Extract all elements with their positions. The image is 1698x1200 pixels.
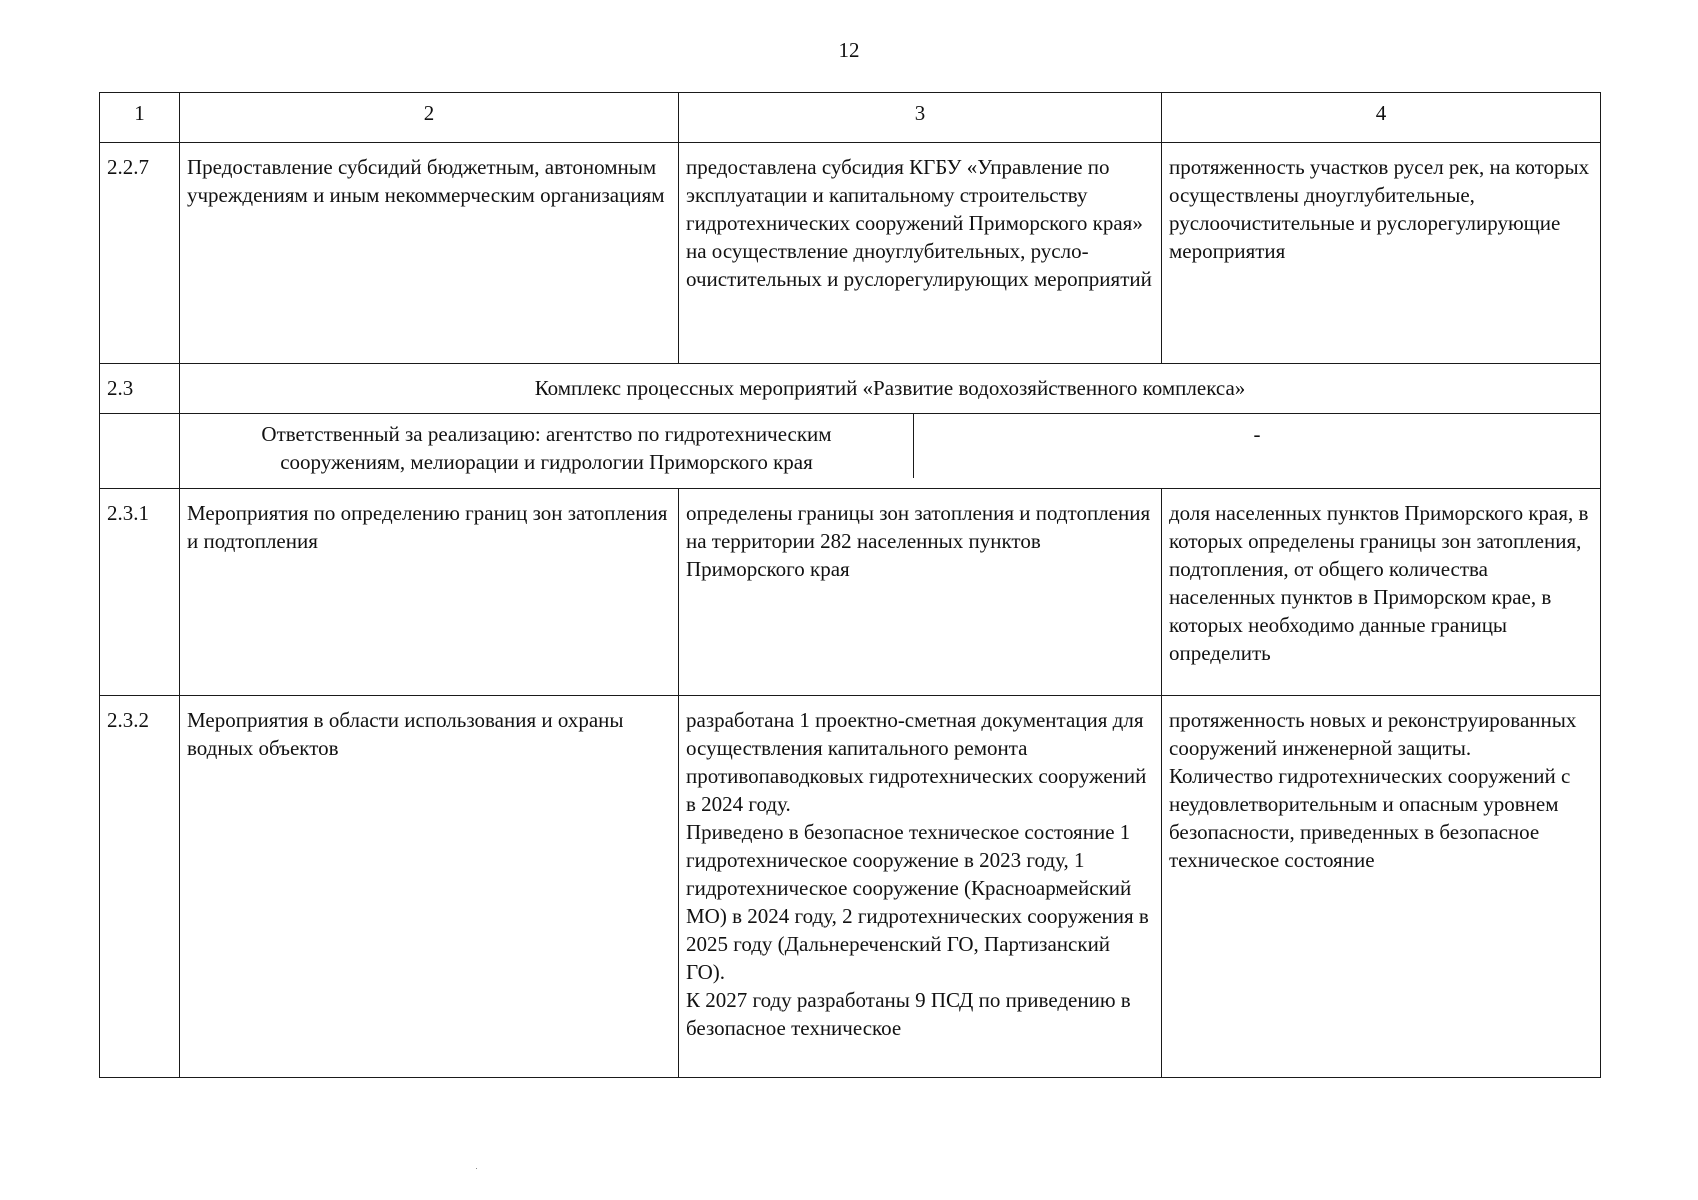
empty-code-cell <box>100 414 180 489</box>
task-cell: Мероприятия по определению границ зон затопления и подтопления <box>180 489 679 696</box>
table-row <box>100 489 1601 696</box>
column-header: 2 <box>180 93 679 143</box>
result-cell: определены границы зон затопления и подтопления на территории 282 населенных пунктов Приморского края <box>679 489 1162 696</box>
responsible-row <box>100 414 1601 489</box>
table-row <box>100 143 1601 364</box>
indicator-cell: доля населенных пунктов Приморского края, в которых определены границы зон затопления, подтопления, от общего количества населенных пунктов в Приморском крае, в которых необходимо данные границы определить <box>1162 489 1601 696</box>
row-code: 2.3.1 <box>100 489 180 696</box>
table-row <box>100 696 1601 1078</box>
responsible-text: Ответственный за реализацию: агентство по гидротехническим сооружениям, мелиорации и гидрологии Приморского края <box>180 414 914 478</box>
table-header-row <box>100 93 1601 143</box>
row-code: 2.3.2 <box>100 696 180 1078</box>
measures-table <box>99 92 1601 1078</box>
row-code: 2.2.7 <box>100 143 180 364</box>
task-cell: Мероприятия в области использования и охраны водных объектов <box>180 696 679 1078</box>
column-header: 1 <box>100 93 180 143</box>
responsible-wrap <box>180 414 1600 478</box>
indicator-paragraph: Количество гидротехнических сооружений с неудовлетворительным и опасным уровнем безопасности, приведенных в безопасное техническое состояние <box>1169 764 1571 872</box>
result-paragraph: Приведено в безопасное техническое состояние 1 гидротехническое сооружение в 2023 году, 1 гидротехническое сооружение (Красноармейский МО) в 2024 году, 2 гидротехнических сооружения в 2025 году (Дальнереченский ГО, Партизанский ГО). <box>686 820 1149 984</box>
indicator-paragraph: протяженность новых и реконструированных сооружений инженерной защиты. <box>1169 708 1577 760</box>
column-header: 4 <box>1162 93 1601 143</box>
indicator-cell: протяженность участков русел рек, на которых осуществлены дноуглубительные, руслоочистительные и руслорегулирующие мероприятия <box>1162 143 1601 364</box>
responsible-dash: - <box>1253 422 1261 446</box>
section-title: Комплекс процессных мероприятий «Развитие водохозяйственного комплекса» <box>180 364 1601 414</box>
column-header: 3 <box>679 93 1162 143</box>
scan-artifact-dot <box>476 1168 477 1169</box>
section-row <box>100 364 1601 414</box>
result-paragraph: разработана 1 проектно-сметная документация для осуществления капитального ремонта противопаводковых гидротехнических сооружений в 2024 году. <box>686 708 1147 816</box>
section-code: 2.3 <box>100 364 180 414</box>
page-number: 12 <box>838 38 860 62</box>
result-cell <box>679 696 1162 1078</box>
indicator-cell <box>1162 696 1601 1078</box>
result-paragraph: К 2027 году разработаны 9 ПСД по приведению в безопасное техническое <box>686 988 1131 1040</box>
task-cell: Предоставление субсидий бюджетным, автономным учреждениям и иным некоммерческим организациям <box>180 143 679 364</box>
responsible-cell <box>180 414 1601 489</box>
result-cell: предоставлена субсидия КГБУ «Управление по эксплуатации и капитальному строительству гидротехнических сооружений Приморского края» на осуществление дноуглубительных, руслоочистительных и руслорегулирующих мероприятий <box>679 143 1162 364</box>
